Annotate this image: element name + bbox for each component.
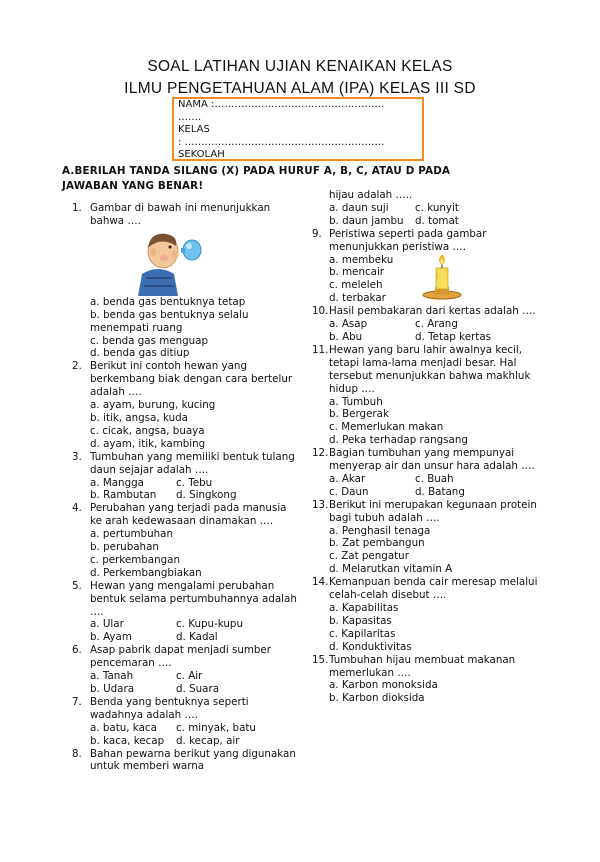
right-column: hijau adalah ….. a. daun suji c. kunyit b. daun jambu d. tomat 9. Peristiwa seperti pada gambar menunjukkan peristiwa …. a. membeku b. mencair c. meleleh d. terbakar 10. Hasil pembakaran dari kertas adalah …. a. Asap c. Arang b. Abu d. Tetap kertas 11. Hewan yang baru lahir awalnya kecil, tetapi lama-lama menjadi besar. Hal tersebut menunjukkan bahwa makhluk hidup …. a. Tumbuh b. Bergerak c. Memerlukan makan d. Peka terhadap rangsang 12. Bagian tumbuhan yang mempunyai menyerap air dan unsur hara adalah …. a. Akar c. Buah c. Daun d. Batang 13. Berikut ini merupakan kegunaan protein bagi tubuh adalah …. a. Penghasil tenaga b. Zat pembangun c. Zat pengatur d. Melarutkan vitamin A 14. Kemanpuan benda cair meresap melalui celah-celah disebut …. a. Kapabilitas b. Kapasitas c. Kapilaritas d. Konduktivitas 15. Tumbuhan hijau membuat makanan memerlukan …. a. Karbon monoksida b. Karbon dioksida [312,189,552,705]
question-4: 4. Perubahan yang terjadi pada manusia ke arah kedewasaan dinamakan …. [72,502,287,528]
left-column: 1. Gambar di bawah ini menunjukkan bahwa …. a. benda gas bentuknya tetap b. benda gas bentuknya selalu menempati ruang c. benda gas menguap d. benda gas ditiup 2. Berikut ini contoh hewan yang berkembang biak dengan cara bertelur adalah …. a. ayam, burung, kucing b. itik, angsa, kuda c. cicak, angsa, buaya d. ayam, itik, kambing 3. Tumbuhan yang memiliki bentuk tulang daun sejajar adalah …. a. Mangga c. Tebu b. Rambutan d. Singkong 4. Perubahan yang terjadi pada manusia ke arah kedewasaan dinamakan …. a. pertumbuhan b. perubahan c. perkembangan d. Perkembangbiakan 5. Hewan yang mengalami perubahan bentuk selama pertumbuhannya adalah …. a. Ular c. Kupu-kupu b. Ayam d. Kadal 6. Asap pabrik dapat menjadi sumber pencemaran …. a. Tanah c. Air b. Udara d. Suara 7. Benda yang bentuknya seperti wadahnya adalah …. a. batu, kaca c. minyak, batu b. kaca, kecap d. kecap, air 8. Bahan pewarna berikut yang digunakan untuk memberi warna [68,202,298,773]
student-id-box [172,97,424,161]
boy-blowing-balloon-icon [128,228,218,296]
name-field-cont: ……. [178,111,202,123]
boy-balloon-image [68,228,298,296]
section-instruction: A.BERILAH TANDA SILANG (X) PADA HURUF A, B, C, ATAU D PADA JAWABAN YANG BENAR! [62,165,451,192]
question-11: 11. Hewan yang baru lahir awalnya kecil, tetapi lama-lama menjadi besar. Hal tersebut menunjukkan bahwa makhluk hidup …. [312,343,531,395]
question-8: 8. Bahan pewarna berikut yang digunakan untuk memberi warna [72,747,296,773]
candle-icon [418,253,466,301]
question-10: 10. Hasil pembakaran dari kertas adalah …. [312,305,536,318]
exam-subtitle: ILMU PENGETAHUAN ALAM (IPA) KELAS III SD [124,80,476,97]
class-field-cont: : …………………………………………………… [178,136,385,148]
class-field: KELAS [178,124,210,135]
name-field: NAMA :…………………………………………… [178,99,385,110]
exam-title: SOAL LATIHAN UJIAN KENAIKAN KELAS [147,58,453,75]
school-field: SEKOLAH [178,149,225,160]
question-1: 1. Gambar di bawah ini menunjukkan bahwa …. [72,202,271,227]
question-3: 3. Tumbuhan yang memiliki bentuk tulang daun sejajar adalah …. [72,450,295,476]
question-12: 12. Bagian tumbuhan yang mempunyai menyerap air dan unsur hara adalah …. [312,447,535,473]
candle-image [418,253,466,305]
question-7: 7. Benda yang bentuknya seperti wadahnya adalah …. [72,695,249,721]
question-2: 2. Berikut ini contoh hewan yang berkembang biak dengan cara bertelur adalah …. [72,360,293,399]
question-5: 5. Hewan yang mengalami perubahan bentuk selama pertumbuhannya adalah …. [72,579,297,618]
question-15: 15. Tumbuhan hijau membuat makanan memerlukan …. [312,653,516,679]
question-13: 13. Berikut ini merupakan kegunaan protein bagi tubuh adalah …. [312,498,537,524]
question-6: 6. Asap pabrik dapat menjadi sumber pencemaran …. [72,644,271,670]
question-14: 14. Kemanpuan benda cair meresap melalui celah-celah disebut …. [312,576,538,602]
question-9: 9. Peristiwa seperti pada gambar menunjukkan peristiwa …. [312,227,487,253]
